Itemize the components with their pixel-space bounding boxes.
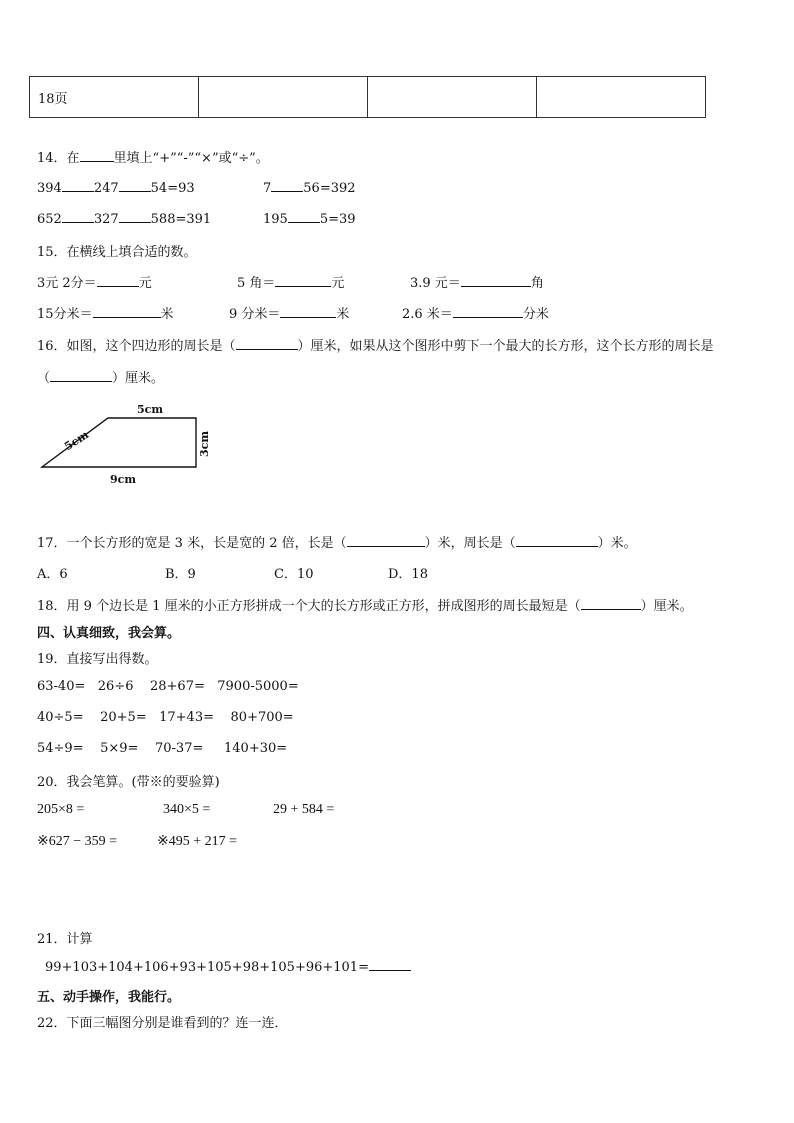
section-heading-5: 五、动手操作，我能行。 [37, 990, 181, 1005]
q14-title-prefix: 14．在 [37, 151, 80, 166]
q14-row2-right [263, 210, 356, 227]
unit: 米 [336, 307, 350, 322]
blank[interactable] [271, 179, 303, 192]
q21-expression [45, 958, 411, 975]
number: 394 [37, 181, 62, 196]
question-text: ）厘米。 [640, 599, 693, 614]
question-text: ）米。 [597, 536, 637, 551]
q22-title: 22．下面三幅图分别是谁看到的？连一连． [37, 1016, 288, 1031]
blank[interactable] [288, 210, 320, 223]
q16-line2 [37, 367, 164, 386]
table-cell: 18页 [30, 77, 199, 118]
question-text: （ [37, 371, 51, 386]
q19-row: 54÷9= 5×9= 70-37= 140+30= [37, 741, 288, 756]
question-text: ）厘米，如果从这个图形中剪下一个最大的长方形，这个长方形的周长是 [297, 339, 714, 354]
blank[interactable] [119, 179, 151, 192]
q15-title: 15．在横线上填合适的数。 [37, 245, 197, 260]
q21-title: 21．计算 [37, 932, 93, 947]
expression-text: 99+103+104+106+93+105+98+105+96+101= [45, 960, 369, 975]
section-heading-4: 四、认真细致，我会算。 [37, 626, 181, 641]
unit: 分米 [522, 307, 549, 322]
blank[interactable] [93, 305, 161, 318]
q19-row: 63-40= 26÷6 28+67= 7900-5000= [37, 679, 299, 694]
q20-title: 20．我会笔算。(带※的要验算) [37, 775, 220, 790]
blank[interactable] [453, 305, 523, 318]
blank[interactable] [347, 534, 425, 547]
label: 2.6 米＝ [402, 307, 453, 322]
q15-r2-c3 [402, 303, 549, 322]
label-top: 5cm [137, 403, 163, 416]
blank[interactable] [50, 369, 112, 382]
unit: 元 [138, 276, 152, 291]
label: 3元 2分＝ [37, 276, 97, 291]
equation-tail: 54=93 [150, 181, 195, 196]
answer-table [29, 76, 706, 118]
trapezoid-figure [36, 398, 226, 490]
blank[interactable] [97, 274, 139, 287]
blank[interactable] [62, 210, 94, 223]
blank[interactable] [80, 149, 114, 162]
label-slant: 5cm [62, 428, 91, 454]
question-text: 18．用 9 个边长是 1 厘米的小正方形拼成一个大的长方形或正方形，拼成图形的周长最短是（ [37, 599, 581, 614]
question-text: ）厘米。 [112, 371, 165, 386]
number: 327 [93, 212, 119, 227]
q20-expr: 340×5 = [163, 802, 211, 817]
unit: 元 [331, 276, 345, 291]
equation-tail: 588=391 [150, 212, 212, 227]
blank[interactable] [581, 597, 641, 610]
number: 7 [263, 181, 272, 196]
q17-option-c[interactable]: C．10 [274, 567, 314, 582]
equation-tail: 5=39 [319, 212, 356, 227]
number: 247 [93, 181, 119, 196]
label: 5 角＝ [237, 276, 276, 291]
q14-row2-left [37, 210, 211, 227]
q17-text [37, 532, 637, 551]
q15-r1-c1 [37, 272, 152, 291]
question-text: 17．一个长方形的宽是 3 米，长是宽的 2 倍，长是（ [37, 536, 347, 551]
blank[interactable] [461, 274, 531, 287]
q20-expr: ※495 + 217 = [157, 834, 238, 849]
number: 652 [37, 212, 62, 227]
table-row [30, 77, 706, 118]
label: 3.9 元＝ [410, 276, 461, 291]
blank[interactable] [275, 274, 331, 287]
q15-r1-c3 [410, 272, 544, 291]
label-bottom: 9cm [110, 473, 136, 486]
unit: 角 [530, 276, 544, 291]
q19-title: 19．直接写出得数。 [37, 652, 158, 667]
table-cell [368, 77, 537, 118]
number: 195 [263, 212, 288, 227]
q14-row1-left [37, 179, 195, 196]
label: 9 分米＝ [229, 307, 281, 322]
blank[interactable] [62, 179, 94, 192]
q17-option-b[interactable]: B．9 [165, 567, 196, 582]
equation-tail: 56=392 [303, 181, 356, 196]
label-right: 3cm [198, 431, 211, 457]
blank[interactable] [280, 305, 336, 318]
q17-option-a[interactable]: A．6 [37, 567, 68, 582]
table-cell [199, 77, 368, 118]
q18-text [37, 595, 693, 614]
q20-expr: 29 + 584 = [273, 802, 335, 817]
question-text: ）米，周长是（ [424, 536, 516, 551]
blank[interactable] [516, 534, 598, 547]
table-cell [537, 77, 706, 118]
q15-r1-c2 [237, 272, 344, 291]
blank[interactable] [119, 210, 151, 223]
q17-option-d[interactable]: D．18 [388, 567, 428, 582]
question-text: 16．如图，这个四边形的周长是（ [37, 339, 236, 354]
q14-row1-right [263, 179, 356, 196]
blank[interactable] [236, 337, 298, 350]
q14-title [37, 147, 269, 166]
blank[interactable] [369, 958, 411, 971]
label: 15分米＝ [37, 307, 93, 322]
q14-title-suffix: 里填上“+”“-”“×”或“÷”。 [113, 151, 269, 166]
q20-expr: ※627 − 359 = [37, 834, 118, 849]
q16-line1 [37, 335, 714, 354]
unit: 米 [160, 307, 174, 322]
q20-expr: 205×8 = [37, 802, 85, 817]
q15-r2-c2 [229, 303, 349, 322]
q15-r2-c1 [37, 303, 174, 322]
q19-row: 40÷5= 20+5= 17+43= 80+700= [37, 710, 294, 725]
